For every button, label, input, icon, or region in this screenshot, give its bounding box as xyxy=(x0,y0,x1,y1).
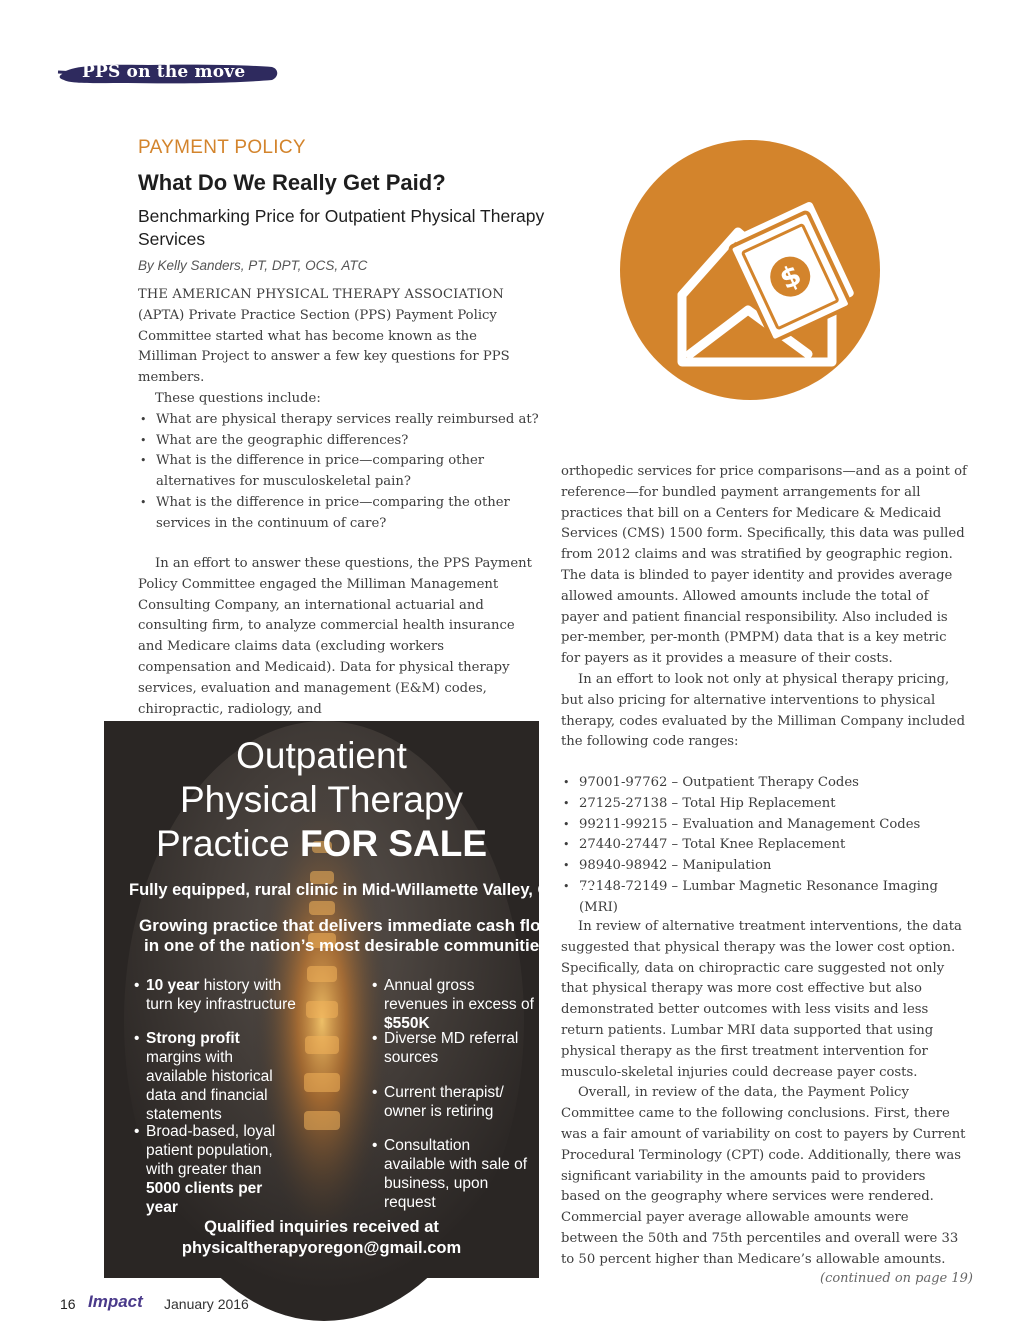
ad-growing-line1: Growing practice that delivers immediate cash flow xyxy=(139,916,554,935)
ad-email-link[interactable]: physicaltherapyoregon@gmail.com xyxy=(181,1239,462,1257)
alt-text: In an effort to look not only at physical therapy pricing, but also pricing for alternative interventions to physical therapy, codes evaluated by the Milliman Company included the following code ranges: xyxy=(561,671,966,750)
ad-item: • Strong profit margins with available historical data and financial statements xyxy=(134,1030,273,1123)
list-item: • What are physical therapy services really reimbursed at? xyxy=(138,410,540,431)
ad-item: • Broad-based, loyal patient population, with greater than 5000 clients per year xyxy=(134,1123,276,1216)
envelope-money-icon xyxy=(620,140,880,400)
overall-text: Overall, in review of the data, the Payment Policy Committee came to the following conclusions. First, there was a fair amount of variability on cost to payers by Current Procedural Terminology (CPT) code. Additionally, there was significant variability in the amounts paid to providers based on the geography where services were rendered. Commercial payer average allowable amounts were between the 50th and 75th percentiles and overall were 33 to 50 percent higher than Medicare’s allowable amounts. xyxy=(561,1085,966,1267)
codes-list xyxy=(561,773,967,919)
article-title: What Do We Really Get Paid? xyxy=(138,170,446,195)
list-item: • 27125-27138 – Total Hip Replacement xyxy=(561,794,967,815)
ad-item: • Current therapist/ owner is retiring xyxy=(372,1084,504,1120)
intro-rest: (APTA) Private Practice Section (PPS) Payment Policy Committee started what has become known as the Milliman Project to answer a few key questions for PPS members. xyxy=(138,307,510,386)
intro-lead: THE AMERICAN PHYSICAL THERAPY ASSOCIATION xyxy=(138,287,504,302)
questions-list xyxy=(138,410,540,535)
effort-paragraph xyxy=(138,554,540,720)
questions-block xyxy=(138,389,540,535)
list-item: • What is the difference in price—comparing the other services in the continuum of care? xyxy=(138,493,540,535)
questions-intro: These questions include: xyxy=(155,391,321,406)
article-subtitle: Benchmarking Price for Outpatient Physical Therapy Services xyxy=(138,206,545,249)
list-item: • 97001-97762 – Outpatient Therapy Codes xyxy=(561,773,967,794)
ad-title-line1: Outpatient xyxy=(236,735,407,776)
article-byline: By Kelly Sanders, PT, DPT, OCS, ATC xyxy=(138,258,368,273)
review-block xyxy=(561,917,967,1271)
ad-tagline: Fully equipped, rural clinic in Mid-Willamette Valley, Oregon xyxy=(129,881,597,899)
continue-paragraph xyxy=(561,462,967,753)
svg-text:$: $ xyxy=(774,257,807,297)
ad-title-for-sale: FOR SALE xyxy=(299,823,487,864)
ad-title-practice: Practice xyxy=(156,823,300,864)
list-item: • 72148-72149 – Lumbar Magnetic Resonance Imaging (MRI) xyxy=(561,877,967,919)
ad-item: • 10 year history with turn key infrastructure xyxy=(134,977,296,1013)
list-item: • 27440-27447 – Total Knee Replacement xyxy=(561,835,967,856)
ad-item: • Diverse MD referral sources xyxy=(372,1030,519,1066)
article-kicker: PAYMENT POLICY xyxy=(138,137,306,158)
list-item: • 99211-99215 – Evaluation and Management Codes xyxy=(561,815,967,836)
ad-growing-line2: in one of the nation’s most desirable communities xyxy=(144,936,549,955)
issue-date: January 2016 xyxy=(164,1296,249,1312)
for-sale-advertisement xyxy=(104,721,597,1278)
list-item: • What is the difference in price—comparing other alternatives for musculoskeletal pain? xyxy=(138,451,540,493)
section-tab-label: PPS on the move xyxy=(82,62,246,82)
ad-title-line2: Physical Therapy xyxy=(179,779,464,820)
continued-note: (continued on page 19) xyxy=(820,1271,973,1286)
ad-title-line3 xyxy=(104,822,539,866)
section-tab xyxy=(58,60,280,88)
ad-item: • Annual gross revenues in excess of $550K xyxy=(372,977,534,1032)
review-text: In review of alternative treatment interventions, the data suggested that physical therapy was the lower cost option. Specifically, data on chiropractic care suggested not only that physical therapy was more cost effective but also demonstrated better outcomes with less visits and less return patients. Lumbar MRI data supported that using physical therapy as the first treatment intervention for musculo-skeletal injuries could decrease payer costs. xyxy=(561,919,962,1080)
list-item: • What are the geographic differences? xyxy=(138,431,540,452)
codes-block xyxy=(561,773,967,919)
list-item: • 98940-98942 – Manipulation xyxy=(561,856,967,877)
magazine-logo: Impact xyxy=(88,1292,143,1311)
ad-item: • Consultation available with sale of business, upon request xyxy=(372,1137,528,1211)
intro-paragraph xyxy=(138,285,540,389)
effort-text: In an effort to answer these questions, the PPS Payment Policy Committee engaged the Milliman Management Consulting Company, an international actuarial and consulting firm, to analyze commercial health insurance and Medicare claims data (excluding workers compensation and Medicaid). Data for physical therapy services, evaluation and management (E&M) codes, chiropractic, radiology, and xyxy=(138,556,532,717)
ad-inquiries: Qualified inquiries received at xyxy=(204,1218,439,1236)
continue-text: orthopedic services for price comparisons—and as a point of reference—for bundled payment arrangements for all practices that bill on a Centers for Medicare & Medicaid Services (CMS) 1500 form. Specifically, this data was pulled from 2012 claims and was stratified by geographic region. The data is blinded to payer identity and provides average allowed amounts. Allowed amounts include the total of payer and patient financial responsibility. Also included is per-member, per-month (PMPM) data that is a key metric for payers as it provides a measure of their costs. xyxy=(561,464,967,667)
page-number: 16 xyxy=(60,1296,76,1312)
